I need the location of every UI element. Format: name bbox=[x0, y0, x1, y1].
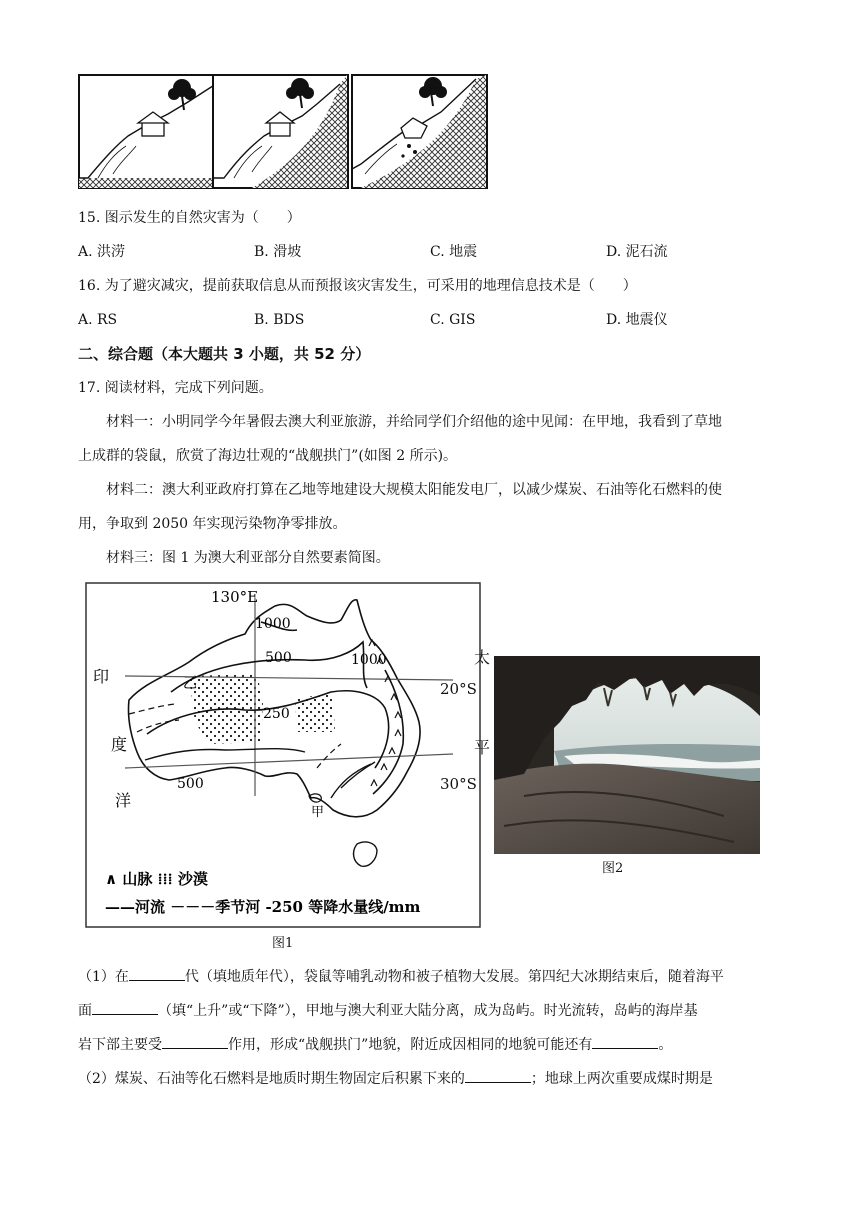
sub-question-1-line-3 bbox=[78, 1034, 672, 1055]
material-2-line-2: 用，争取到 2050 年实现污染物净零排放。 bbox=[78, 516, 347, 532]
blank-similar-landform[interactable] bbox=[592, 1034, 658, 1049]
ocean-indian-char-3: 洋 bbox=[115, 791, 132, 810]
question-15-stem: 15. 图示发生的自然灾害为（ ） bbox=[78, 210, 301, 226]
sub1-text-d: （填“上升”或“下降”），甲地与澳大利亚大陆分离，成为岛屿。时光流转，岛屿的海岸基 bbox=[158, 1003, 698, 1019]
longitude-130e-label: 130°E bbox=[211, 588, 259, 606]
landslide-panel-2 bbox=[213, 75, 348, 188]
ocean-indian-char-2: 度 bbox=[111, 735, 128, 754]
q15-option-b[interactable]: B. 滑坡 bbox=[254, 244, 302, 260]
isohyet-500-south-label: 500 bbox=[177, 776, 204, 792]
landslide-panel-1 bbox=[79, 75, 219, 188]
ocean-indian-char-1: 印 bbox=[93, 667, 110, 686]
place-yi-label: 乙 bbox=[183, 676, 197, 692]
sub1-text-e: 岩下部主要受 bbox=[78, 1037, 162, 1053]
q15-option-a[interactable]: A. 洪涝 bbox=[78, 244, 126, 260]
material-3: 材料三：图 1 为澳大利亚部分自然要素简图。 bbox=[106, 550, 390, 566]
material-2-line-1: 材料二：澳大利亚政府打算在乙地等地建设大规模太阳能发电厂，以减少煤炭、石油等化石燃料的使 bbox=[106, 482, 722, 498]
q15-option-c[interactable]: C. 地震 bbox=[430, 244, 478, 260]
sub1-text-f: 作用，形成“战舰拱门”地貌，附近成因相同的地貌可能还有 bbox=[228, 1037, 593, 1053]
sub1-text-g: 。 bbox=[658, 1037, 673, 1053]
q16-option-a[interactable]: A. RS bbox=[78, 312, 118, 328]
q15-option-d[interactable]: D. 泥石流 bbox=[606, 244, 668, 260]
material-1-line-2: 上成群的袋鼠，欣赏了海边壮观的“战舰拱门”(如图 2 所示)。 bbox=[78, 448, 458, 464]
sea-arch-photo bbox=[494, 656, 760, 854]
question-16-stem: 16. 为了避灾减灾，提前获取信息从而预报该灾害发生，可采用的地理信息技术是（ ） bbox=[78, 278, 637, 294]
question-17-stem: 17. 阅读材料，完成下列问题。 bbox=[78, 380, 273, 396]
blank-sea-level[interactable] bbox=[92, 1000, 158, 1015]
latitude-20s-label: 20°S bbox=[440, 680, 477, 698]
legend-row-2: ——河流 －－－季节河 -250 等降水量线/mm bbox=[105, 898, 421, 916]
sub1-text-c: 面 bbox=[78, 1003, 92, 1019]
isohyet-500-north-label: 500 bbox=[265, 650, 292, 666]
isohyet-250-label: 250 bbox=[263, 706, 290, 722]
legend-row-1: ∧ 山脉 ⁞⁞⁞ 沙漠 bbox=[105, 870, 208, 888]
sub1-text-a: （1）在 bbox=[78, 969, 129, 985]
q16-option-d[interactable]: D. 地震仪 bbox=[606, 312, 668, 328]
material-1-line-1: 材料一：小明同学今年暑假去澳大利亚旅游，并给同学们介绍他的途中见闻：在甲地，我看到了草地 bbox=[106, 414, 722, 430]
blank-erosion-process[interactable] bbox=[162, 1034, 228, 1049]
q16-option-c[interactable]: C. GIS bbox=[430, 312, 476, 328]
sub-question-1-line-1 bbox=[78, 966, 724, 987]
q16-option-b[interactable]: B. BDS bbox=[254, 312, 305, 328]
figure-2-caption: 图2 bbox=[602, 861, 624, 876]
sub-question-2-line-1 bbox=[78, 1068, 713, 1089]
figure-1-caption: 图1 bbox=[272, 936, 294, 951]
isohyet-1000-north-label: 1000 bbox=[255, 616, 291, 632]
sub2-text-a: （2）煤炭、石油等化石燃料是地质时期生物固定后积累下来的 bbox=[78, 1071, 465, 1087]
landslide-sequence-figure bbox=[78, 74, 488, 190]
blank-geologic-era[interactable] bbox=[129, 966, 185, 981]
latitude-30s-label: 30°S bbox=[440, 775, 477, 793]
place-jia-label: 甲 bbox=[311, 805, 325, 820]
isohyet-1000-east-label: 1000 bbox=[351, 652, 387, 668]
sub-question-1-line-2 bbox=[78, 1000, 698, 1021]
blank-fossil-fuel-origin[interactable] bbox=[465, 1068, 531, 1083]
sub1-text-b: 代（填地质年代），袋鼠等哺乳动物和被子植物大发展。第四纪大冰期结束后，随着海平 bbox=[184, 969, 724, 985]
section-2-title: 二、综合题（本大题共 3 小题，共 52 分） bbox=[78, 345, 371, 363]
desert-area-central bbox=[295, 694, 335, 732]
ocean-pacific-char-1: 太 bbox=[474, 648, 491, 667]
ocean-pacific-char-2: 平 bbox=[474, 738, 491, 757]
australia-map-figure bbox=[85, 582, 481, 928]
landslide-panel-3 bbox=[352, 75, 487, 188]
sub2-text-b: ；地球上两次重要成煤时期是 bbox=[530, 1071, 713, 1087]
